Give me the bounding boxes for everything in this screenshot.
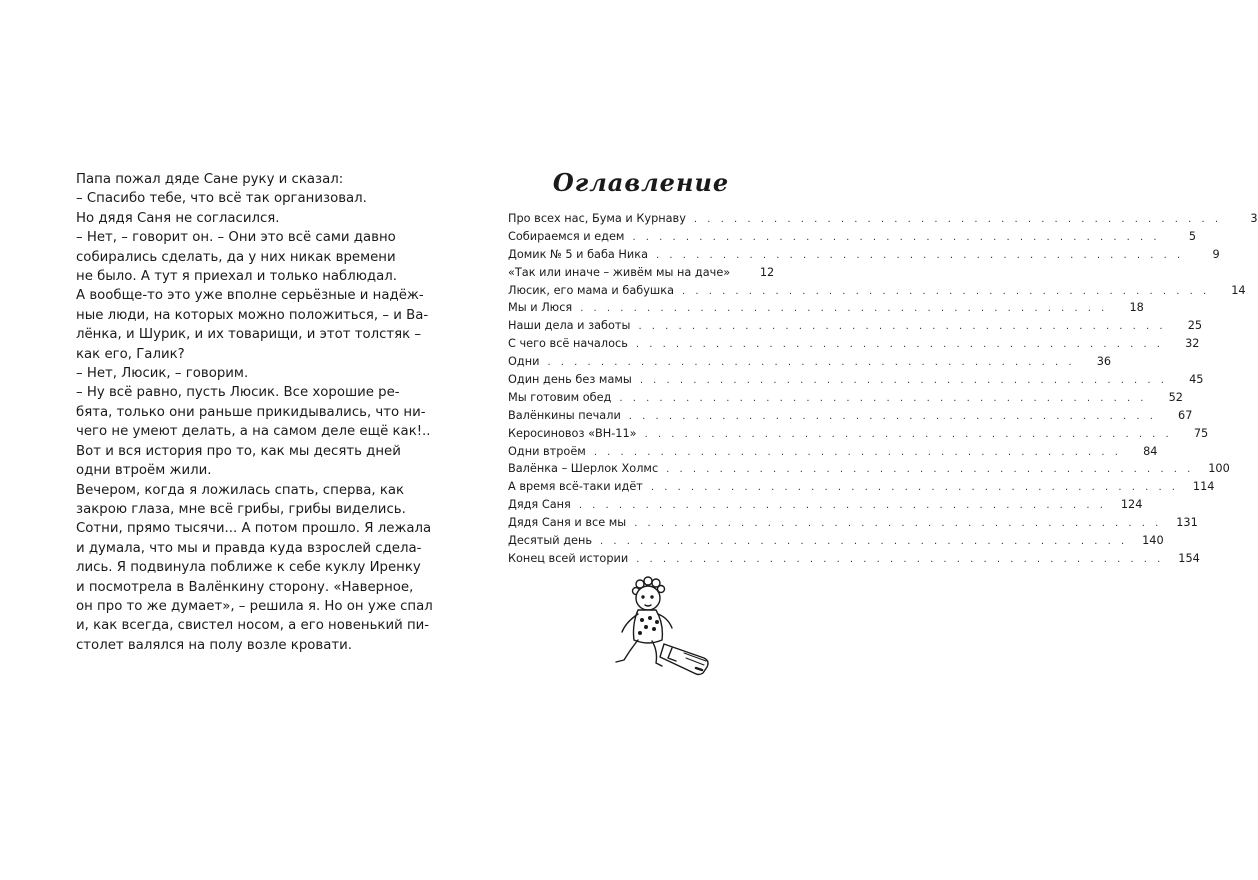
toc-entry-title: Про всех нас, Бума и Курнаву [508,212,686,225]
toc-leader-dots: . . . . . . . . . . . . . . . . . . . . . . . . . . . . . . . . . . . . . . . . [644,428,1173,440]
toc-entry-title: Люсик, его мама и бабушка [508,283,674,297]
toc-entry-page: 32 [1185,337,1200,351]
toc-entry [508,353,1112,371]
toc-leader-dots: . . . . . . . . . . . . . . . . . . . . . . . . . . . . . . . . . . . . . . . . [600,536,1128,548]
toc-entry-page: 140 [1142,534,1164,548]
toc-entry [508,371,1204,389]
toc-list [508,210,1258,568]
toc-title: Оглавление [552,168,730,197]
toc-entry [508,443,1158,461]
toc-leader-dots: . . . . . . . . . . . . . . . . . . . . . . . . . . . . . . . . . . . . . . . . [656,249,1184,261]
toc-entry [508,532,1164,550]
toc-entry-title: «Так или иначе – живём мы на даче» [508,265,731,279]
toc-entry-title: С чего всё началось [508,337,628,351]
story-line: Вот и вся история про то, как мы десять дней [76,443,401,459]
story-line: не было. А тут я приехал и только наблюдал. [76,269,398,285]
story-line: лись. Я подвинула поближе к себе куклу Иренку [76,560,421,576]
toc-leader-dots: . . . . . . . . . . . . . . . . . . . . . . . . . . . . . . . . . . . . . . . . [682,285,1210,297]
toc-entry-title: Конец всей истории [508,551,629,565]
toc-leader-dots: . . . . . . . . . . . . . . . . . . . . . . . . . . . . . . . . . . . . . . . . [593,446,1122,458]
toc-entry-title: Наши дела и заботы [508,319,631,333]
girl-with-toy-illustration [612,574,722,680]
toc-entry-page: 52 [1168,390,1183,404]
toc-leader-dots: . . . . . . . . . . . . . . . . . . . . . . . . . . . . . . . . . . . . . . . . [634,518,1162,530]
toc-leader-dots: . . . . . . . . . . . . . . . . . . . . . . . . . . . . . . . . . . . . . . . . [693,214,1222,225]
toc-entry-page: 45 [1189,373,1204,387]
story-line: бята, только они раньше прикидывались, что ни- [76,404,426,420]
story-line: Вечером, когда я ложилась спать, сперва, как [76,482,405,498]
toc-entry [508,389,1183,407]
toc-entry [508,478,1215,496]
toc-entry-page: 3 [1250,212,1258,225]
toc-entry-page: 131 [1176,516,1198,530]
toc-entry-page: 75 [1193,426,1209,440]
toc-entry-page: 84 [1143,444,1158,458]
toc-entry-page: 114 [1192,480,1215,494]
story-line: Папа пожал дяде Сане руку и сказал: [76,172,344,187]
story-line: и посмотрела в Валёнкину сторону. «Наверное, [76,579,414,595]
toc-entry [508,264,774,282]
toc-leader-dots: . . . . . . . . . . . . . . . . . . . . . . . . . . . . . . . . . . . . . . . . [578,500,1107,512]
toc-entry-title: Дядя Саня и все мы [508,516,627,530]
story-text [76,170,433,655]
toc-entry-page: 67 [1178,408,1193,422]
story-line: собирались сделать, да у них никак времени [76,249,396,265]
toc-entry-page: 124 [1120,498,1143,512]
story-line: чего не умеют делать, а на самом деле ещё как!.. [76,424,431,440]
toc-entry [508,228,1197,246]
toc-leader-dots: . . . . . . . . . . . . . . . . . . . . . . . . . . . . . . . . . . . . . . . . [619,392,1147,404]
toc-leader-dots: . . . . . . . . . . . . . . . . . . . . . . . . . . . . . . . . . . . . . . . . [628,410,1157,422]
toc-entry-title: Собираемся и едем [508,229,625,243]
toc-entry-title: Мы и Люся [508,301,573,315]
story-line: как его, Галик? [76,346,185,362]
story-line: А вообще-то это уже вполне серьёзные и надёж- [76,288,424,304]
toc-leader-dots: . . . . . . . . . . . . . . . . . . . . . . . . . . . . . . . . . . . . . . . . [639,375,1168,387]
toc-entry [508,425,1209,443]
toc-entry-page: 9 [1212,247,1220,261]
story-line: Сотни, прямо тысячи... А потом прошло. Я лежала [76,521,432,537]
toc-leader-dots: . . . . . . . . . . . . . . . . . . . . . . . . . . . . . . . . . . . . . . . . [547,357,1076,369]
toc-leader-dots: . . . . . . . . . . . . . . . . . . . . . . . . . . . . . . . . . . . . . . . . [632,231,1161,243]
story-line: – Спасибо тебе, что всё так организовал. [76,191,367,207]
toc-leader-dots: . . . . . . . . . . . . . . . . . . . . . . . . . . . . . . . . . . . . . . . . [580,303,1108,315]
toc-entry-page: 100 [1208,462,1230,476]
toc-entry-page: 25 [1187,319,1203,333]
story-line: – Ну всё равно, пусть Люсик. Все хорошие ре- [76,385,400,401]
story-line: и, как всегда, свистел носом, а его новенький пи- [76,618,430,634]
toc-entry [508,299,1144,317]
toc-entry [508,514,1198,532]
toc-entry-page: 18 [1129,301,1144,315]
table-of-contents [508,166,1258,568]
toc-entry-page: 12 [759,265,775,279]
toc-entry-title: Дядя Саня [508,498,571,512]
toc-entry-title: Валёнкины печали [508,408,621,422]
story-line: – Нет, Люсик, – говорим. [76,366,249,382]
toc-entry [508,550,1200,568]
toc-entry-title: Керосиновоз «ВН-11» [508,426,637,440]
story-line: – Нет, – говорит он. – Они это всё сами давно [76,230,396,246]
toc-leader-dots: . . . . . . . . . . . . . . . . . . . . . . . . . . . . . . . . . . . . . . . . [635,339,1164,351]
story-line: ные люди, на которых можно положиться, – и Ва- [76,307,429,323]
toc-entry [508,210,1258,228]
toc-entry-page: 5 [1188,229,1197,243]
toc-leader-dots: . . . . . . . . . . . . . . . . . . . . . . . . . . . . . . . . . . . . . . . . [638,321,1167,333]
toc-entry-page: 36 [1096,355,1112,369]
story-line: столет валялся на полу возле кровати. [76,637,353,653]
toc-entry [508,496,1143,514]
toc-entry [508,246,1220,264]
story-line: он про то же думает», – решила я. Но он уже спал [76,598,433,614]
toc-entry-title: Мы готовим обед [508,390,612,404]
story-line: одни втроём жили. [76,463,212,479]
toc-entry-title: Десятый день [508,534,593,548]
toc-entry-title: Домик № 5 и баба Ника [508,247,649,261]
toc-entry-page: 154 [1178,551,1200,565]
toc-leader-dots: . . . . . . . . . . . . . . . . . . . . . . . . . . . . . . . . . . . . . . . . [636,553,1164,565]
story-line: лёнка, и Шурик, и их товарищи, и этот толстяк – [76,327,422,343]
toc-entry [508,317,1203,335]
toc-entry-page: 14 [1231,283,1246,297]
toc-entry-title: А время всё-таки идёт [508,480,643,494]
toc-entry-title: Валёнка – Шерлок Холмс [508,462,659,476]
toc-entry [508,460,1230,478]
story-line: закрою глаза, мне всё грибы, грибы виделись. [76,501,406,517]
toc-entry [508,407,1193,425]
toc-entry-title: Один день без мамы [508,373,632,387]
toc-leader-dots: . . . . . . . . . . . . . . . . . . . . . . . . . . . . . . . . . . . . . . . . [650,482,1179,494]
toc-leader-dots: . . . . . . . . . . . . . . . . . . . . . . . . . . . . . . . . . . . . . . . . [666,464,1194,476]
story-line: Но дядя Саня не согласился. [76,210,280,226]
toc-entry-title: Одни [508,355,540,369]
story-line: и думала, что мы и правда куда взрослей сдела- [76,540,422,556]
toc-entry [508,282,1246,300]
toc-entry-title: Одни втроём [508,444,586,458]
toc-entry [508,335,1200,353]
